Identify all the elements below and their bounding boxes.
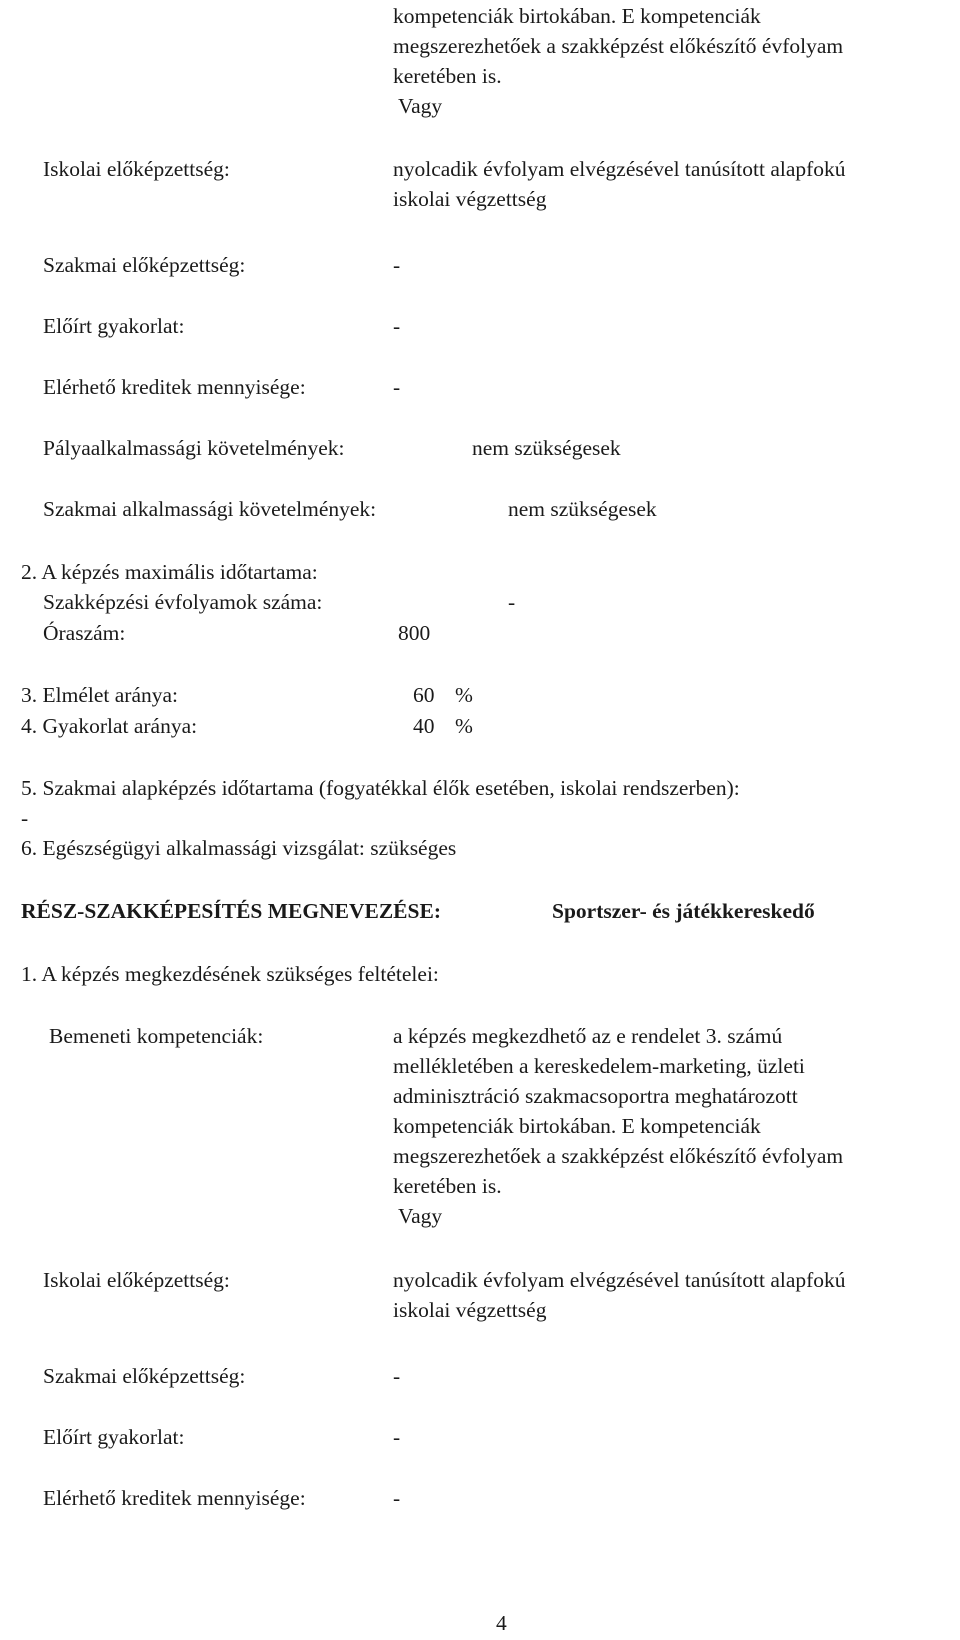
bottom-kreditek-label: Elérhető kreditek mennyisége: — [43, 1486, 306, 1510]
resz-szakkepesites-name: Sportszer- és játékkereskedő — [552, 899, 815, 923]
bottom-heading: 1. A képzés megkezdésének szükséges feltételei: — [21, 962, 439, 986]
bemeneti-kompetenciak-line-2: mellékletében a kereskedelem-marketing, üzleti — [393, 1054, 805, 1078]
gyakorlat-aranya-label: 4. Gyakorlat aránya: — [21, 714, 198, 738]
bemeneti-kompetenciak-line-3: adminisztráció szakmacsoportra meghatározott — [393, 1084, 798, 1108]
section-5-value: - — [21, 806, 29, 830]
bottom-iskolai-value-line-1: nyolcadik évfolyam elvégzésével tanúsított alapfokú — [393, 1268, 846, 1292]
szakmai-alkalmassagi-value: nem szükségesek — [508, 497, 657, 521]
palyaalkalmassagi-value: nem szükségesek — [472, 436, 621, 460]
gyakorlat-aranya-unit: % — [455, 714, 473, 738]
gyakorlat-aranya-value: 40 — [413, 714, 435, 738]
bemeneti-kompetenciak-line-6: keretében is. — [393, 1174, 502, 1198]
vagy-text: Vagy — [398, 94, 443, 118]
bottom-eloirt-label: Előírt gyakorlat: — [43, 1425, 185, 1449]
bottom-iskolai-value-line-2: iskolai végzettség — [393, 1298, 547, 1322]
bemeneti-continuation-line-3: keretében is. — [393, 64, 502, 88]
bottom-vagy-text: Vagy — [398, 1204, 443, 1228]
szakmai-elokepzettseg-value: - — [393, 253, 401, 277]
bemeneti-continuation-line-1: kompetenciák birtokában. E kompetenciák — [393, 4, 761, 28]
section-5-text: 5. Szakmai alapképzés időtartama (fogyatékkal élők esetében, iskolai rendszerben): — [21, 776, 740, 800]
bottom-szakmai-value: - — [393, 1364, 401, 1388]
eloirt-gyakorlat-value: - — [393, 314, 401, 338]
szakmai-elokepzettseg-label: Szakmai előképzettség: — [43, 253, 246, 277]
palyaalkalmassagi-label: Pályaalkalmassági követelmények: — [43, 436, 345, 460]
elmelet-aranya-label: 3. Elmélet aránya: — [21, 683, 178, 707]
szakkepzesi-evfolyamok-value: - — [508, 590, 516, 614]
bemeneti-kompetenciak-line-1: a képzés megkezdhető az e rendelet 3. számú — [393, 1024, 783, 1048]
bemeneti-kompetenciak-line-4: kompetenciák birtokában. E kompetenciák — [393, 1114, 761, 1138]
szakmai-alkalmassagi-label: Szakmai alkalmassági követelmények: — [43, 497, 377, 521]
resz-szakkepesites-title: RÉSZ-SZAKKÉPESÍTÉS MEGNEVEZÉSE: — [21, 899, 441, 923]
oraszam-label: Óraszám: — [43, 621, 126, 645]
elmelet-aranya-value: 60 — [413, 683, 435, 707]
bottom-iskolai-label: Iskolai előképzettség: — [43, 1268, 230, 1292]
iskolai-elokepzettseg-value-line-1: nyolcadik évfolyam elvégzésével tanúsított alapfokú — [393, 157, 846, 181]
elmelet-aranya-unit: % — [455, 683, 473, 707]
section-2-heading: 2. A képzés maximális időtartama: — [21, 560, 318, 584]
page-number: 4 — [496, 1611, 507, 1635]
oraszam-value: 800 — [398, 621, 431, 645]
eloirt-gyakorlat-label: Előírt gyakorlat: — [43, 314, 185, 338]
bemeneti-kompetenciak-label: Bemeneti kompetenciák: — [49, 1024, 264, 1048]
bottom-szakmai-label: Szakmai előképzettség: — [43, 1364, 246, 1388]
bottom-kreditek-value: - — [393, 1486, 401, 1510]
bottom-eloirt-value: - — [393, 1425, 401, 1449]
bemeneti-kompetenciak-line-5: megszerezhetőek a szakképzést előkészítő évfolyam — [393, 1144, 844, 1168]
iskolai-elokepzettseg-value-line-2: iskolai végzettség — [393, 187, 547, 211]
kreditek-value: - — [393, 375, 401, 399]
szakkepzesi-evfolyamok-label: Szakképzési évfolyamok száma: — [43, 590, 323, 614]
iskolai-elokepzettseg-label: Iskolai előképzettség: — [43, 157, 230, 181]
kreditek-label: Elérhető kreditek mennyisége: — [43, 375, 306, 399]
section-6-text: 6. Egészségügyi alkalmassági vizsgálat: szükséges — [21, 836, 457, 860]
bemeneti-continuation-line-2: megszerezhetőek a szakképzést előkészítő évfolyam — [393, 34, 844, 58]
